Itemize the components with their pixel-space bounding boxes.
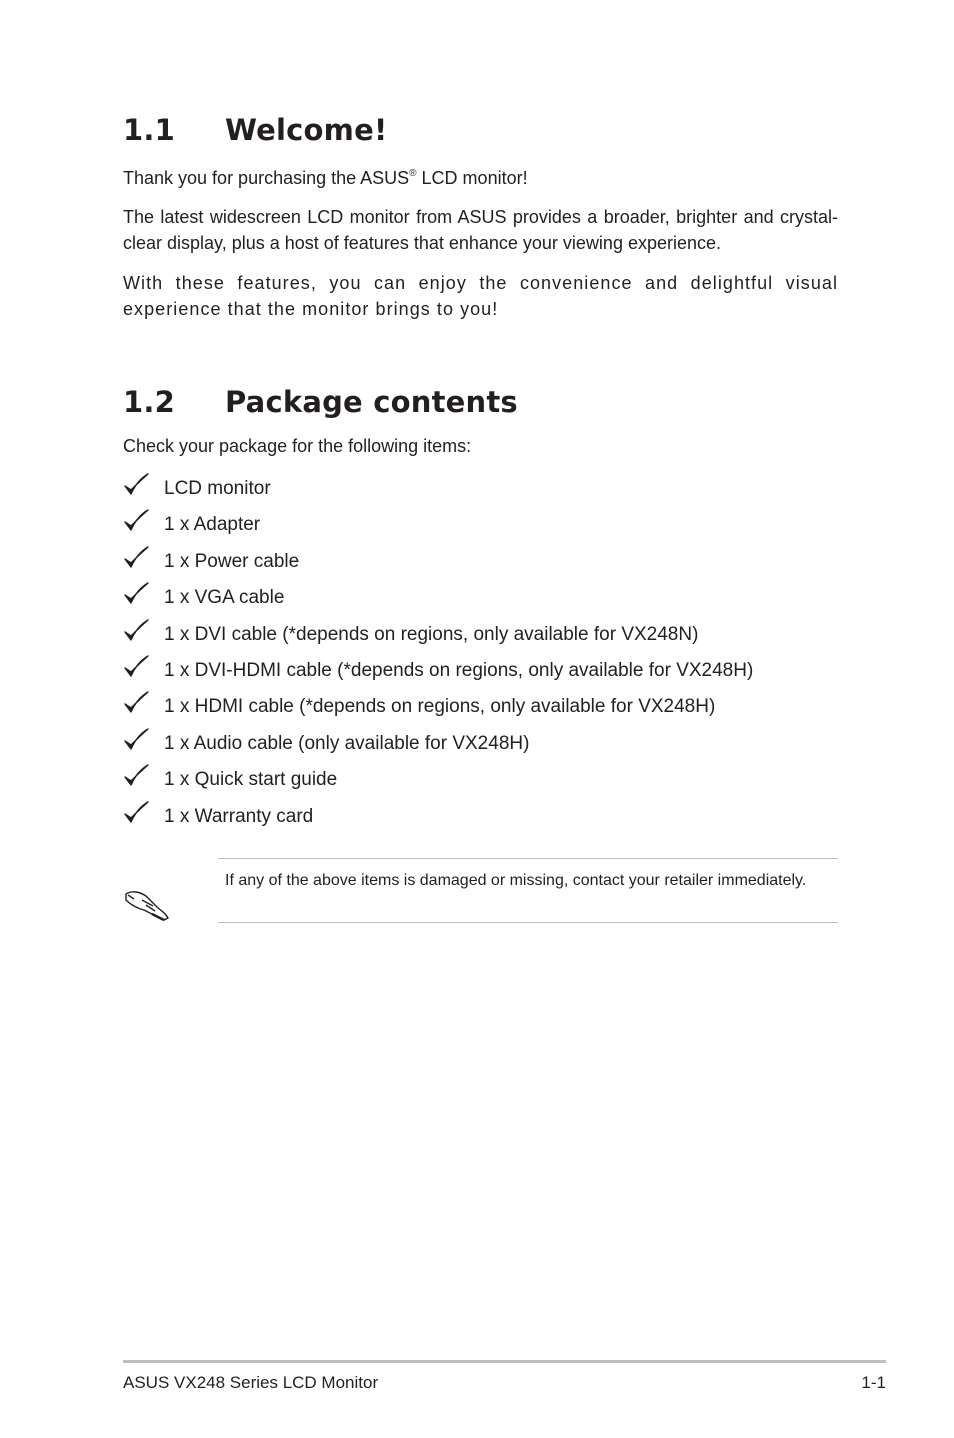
checklist-item	[122, 581, 842, 617]
section-number: 1.2	[123, 385, 175, 419]
checklist-item	[122, 472, 842, 508]
checklist-item	[122, 508, 842, 544]
intro-text-end: LCD monitor!	[416, 168, 528, 188]
footer-rule	[123, 1360, 886, 1363]
checkmark-icon	[122, 654, 150, 680]
checkmark-icon	[122, 618, 150, 644]
checkmark-icon	[122, 727, 150, 753]
package-checklist	[122, 472, 842, 836]
intro-text: Thank you for purchasing the ASUS	[123, 168, 410, 188]
checklist-item	[122, 654, 842, 690]
footer-title: ASUS VX248 Series LCD Monitor	[123, 1373, 379, 1392]
registered-mark: ®	[409, 168, 417, 179]
checklist-item	[122, 763, 842, 799]
checklist-item	[122, 727, 842, 763]
checkmark-icon	[122, 472, 150, 498]
checklist-item-text: 1 x Power cable	[164, 550, 300, 572]
checkmark-icon	[122, 545, 150, 571]
welcome-paragraph-2: With these features, you can enjoy the convenience and delightful visual experience that the monitor brings to you!	[123, 273, 838, 319]
checkmark-icon	[122, 763, 150, 789]
checklist-item-text: 1 x Audio cable (only available for VX248H)	[164, 732, 530, 754]
note-box	[218, 858, 838, 923]
checkmark-icon	[122, 690, 150, 716]
welcome-intro	[123, 165, 838, 191]
checklist-item	[122, 800, 842, 836]
page-number: 1-1	[861, 1373, 886, 1392]
checklist-item-text: 1 x Quick start guide	[164, 769, 338, 791]
package-intro: Check your package for the following items:	[123, 436, 472, 456]
checklist-item-text: LCD monitor	[164, 478, 271, 499]
checklist-item-text: 1 x HDMI cable (*depends on regions, only available for VX248H)	[164, 696, 716, 718]
welcome-paragraph-1: The latest widescreen LCD monitor from ASUS provides a broader, brighter and crystal-clear display, plus a host of features that enhance your viewing experience.	[123, 207, 838, 253]
checkmark-icon	[122, 581, 150, 607]
package-heading	[123, 385, 518, 419]
checklist-item-text: 1 x Adapter	[164, 514, 261, 536]
checklist-item-text: 1 x DVI-HDMI cable (*depends on regions, only available for VX248H)	[164, 659, 754, 681]
section-number: 1.1	[123, 113, 175, 147]
checklist-item-text: 1 x DVI cable (*depends on regions, only available for VX248N)	[164, 623, 699, 645]
checklist-item-text: 1 x Warranty card	[164, 805, 314, 827]
checklist-item	[122, 618, 842, 654]
checkmark-icon	[122, 508, 150, 534]
checkmark-icon	[122, 800, 150, 826]
welcome-heading	[123, 113, 387, 147]
checklist-item	[122, 545, 842, 581]
pointing-hand-icon	[122, 886, 172, 922]
checklist-item	[122, 690, 842, 726]
section-title: Welcome!	[225, 113, 388, 147]
note-text: If any of the above items is damaged or missing, contact your retailer immediately.	[225, 872, 807, 889]
section-title: Package contents	[225, 385, 518, 419]
checklist-item-text: 1 x VGA cable	[164, 587, 285, 609]
